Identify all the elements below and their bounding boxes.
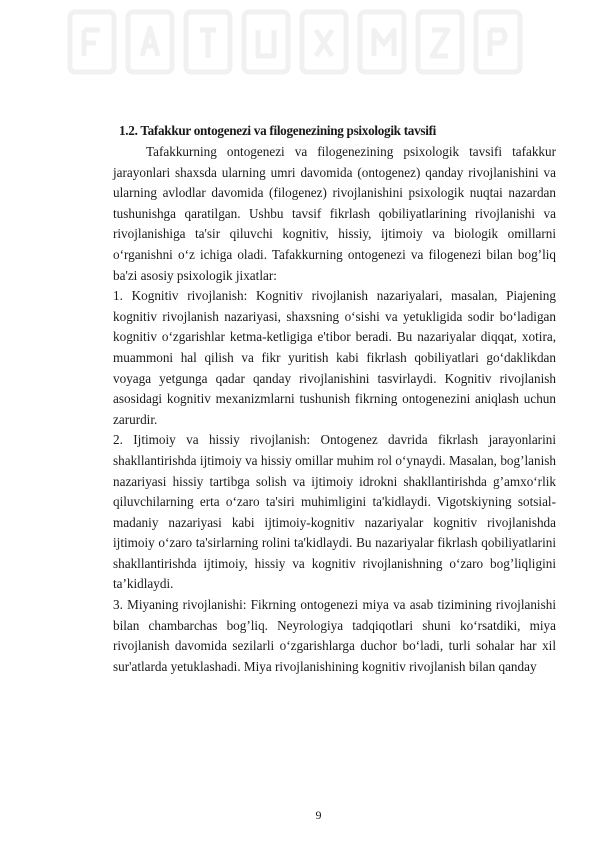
document-body <box>113 122 556 677</box>
intro-paragraph: Tafakkurning ontogenezi va filogenezining psixologik tavsifi tafakkur jarayonlari shaxsda ularning umri davomida (ontogenez) qanday rivojlanishini va ularning avlodlar davomida (filogenez) rivojlanishini psixologik nuqtai nazardan tushunishga qaratilgan. Ushbu tavsif fikrlash qobiliyatlarining rivojlanishi va rivojlanishiga ta'sir qiluvchi kognitiv, hissiy, ijtimoiy va biologik omillarni o‘rganishni o‘z ichiga oladi. Tafakkurning ontogenezi va filogenezi bilan bog’liq ba'zi asosiy psixologik jixatlar: <box>113 144 556 283</box>
paragraph-cognitive-development: 1. Kognitiv rivojlanish: Kognitiv rivojlanish nazariyalari, masalan, Piajening kognitiv rivojlanish nazariyasi, shaxsning o‘sishi va yetukligida sodir bo‘ladigan kognitiv o‘zgarishlar ketma-ketligiga e'tibor beradi. Bu nazariyalar diqqat, xotira, muammoni hal qilish va fikr yuritish kabi fikrlash qobiliyatlari go‘daklikdan voyaga yetgunga qadar qanday rivojlanishini tasvirlaydi. Kognitiv rivojlanish asosidagi kognitiv mexanizmlarni tushunish fikrning ontogenezini aniqlash uchun zarurdir. <box>113 288 556 427</box>
section-heading: 1.2. Tafakkur ontogenezi va filogenezining psixologik tavsifi <box>119 123 437 138</box>
paragraph-social-emotional-development: 2. Ijtimoiy va hissiy rivojlanish: Ontogenez davrida fikrlash jarayonlarini shakllantirishda ijtimoiy va hissiy omillar muhim rol o‘ynaydi. Masalan, bog’lanish nazariyasi hissiy tartibga solish va ijtimoiy idrokni shakllantirishda g’amxo‘rlik qiluvchilarning erta o‘zaro ta'siri muhimligini ta'kidlaydi. Vigotskiyning sotsial-madaniy nazariyasi kabi ijtimoiy-kognitiv nazariyalar kognitiv rivojlanishda ijtimoiy o‘zaro ta'sirlarning rolini ta'kidlaydi. Bu nazariyalar fikrlash qobiliyatlarini shakllantirishda ijtimoiy, hissiy va kognitiv rivojlanishning o‘zaro bog’liqligini ta’kidlaydi. <box>113 432 556 592</box>
page-number: 9 <box>315 808 322 822</box>
paragraph-brain-development: 3. Miyaning rivojlanishi: Fikrning ontogenezi miya va asab tizimining rivojlanishi bilan chambarchas bog’liq. Neyrologiya tadqiqotlari shuni ko‘rsatdiki, miya rivojlanish davomida sezilarli o‘zgarishlarga duchor bo‘ladi, turli sohalar har xil sur'atlarda yetuklashadi. Miya rivojlanishining kognitiv rivojlanish bilan qanday <box>113 597 556 674</box>
watermark-pattern <box>62 0 532 100</box>
